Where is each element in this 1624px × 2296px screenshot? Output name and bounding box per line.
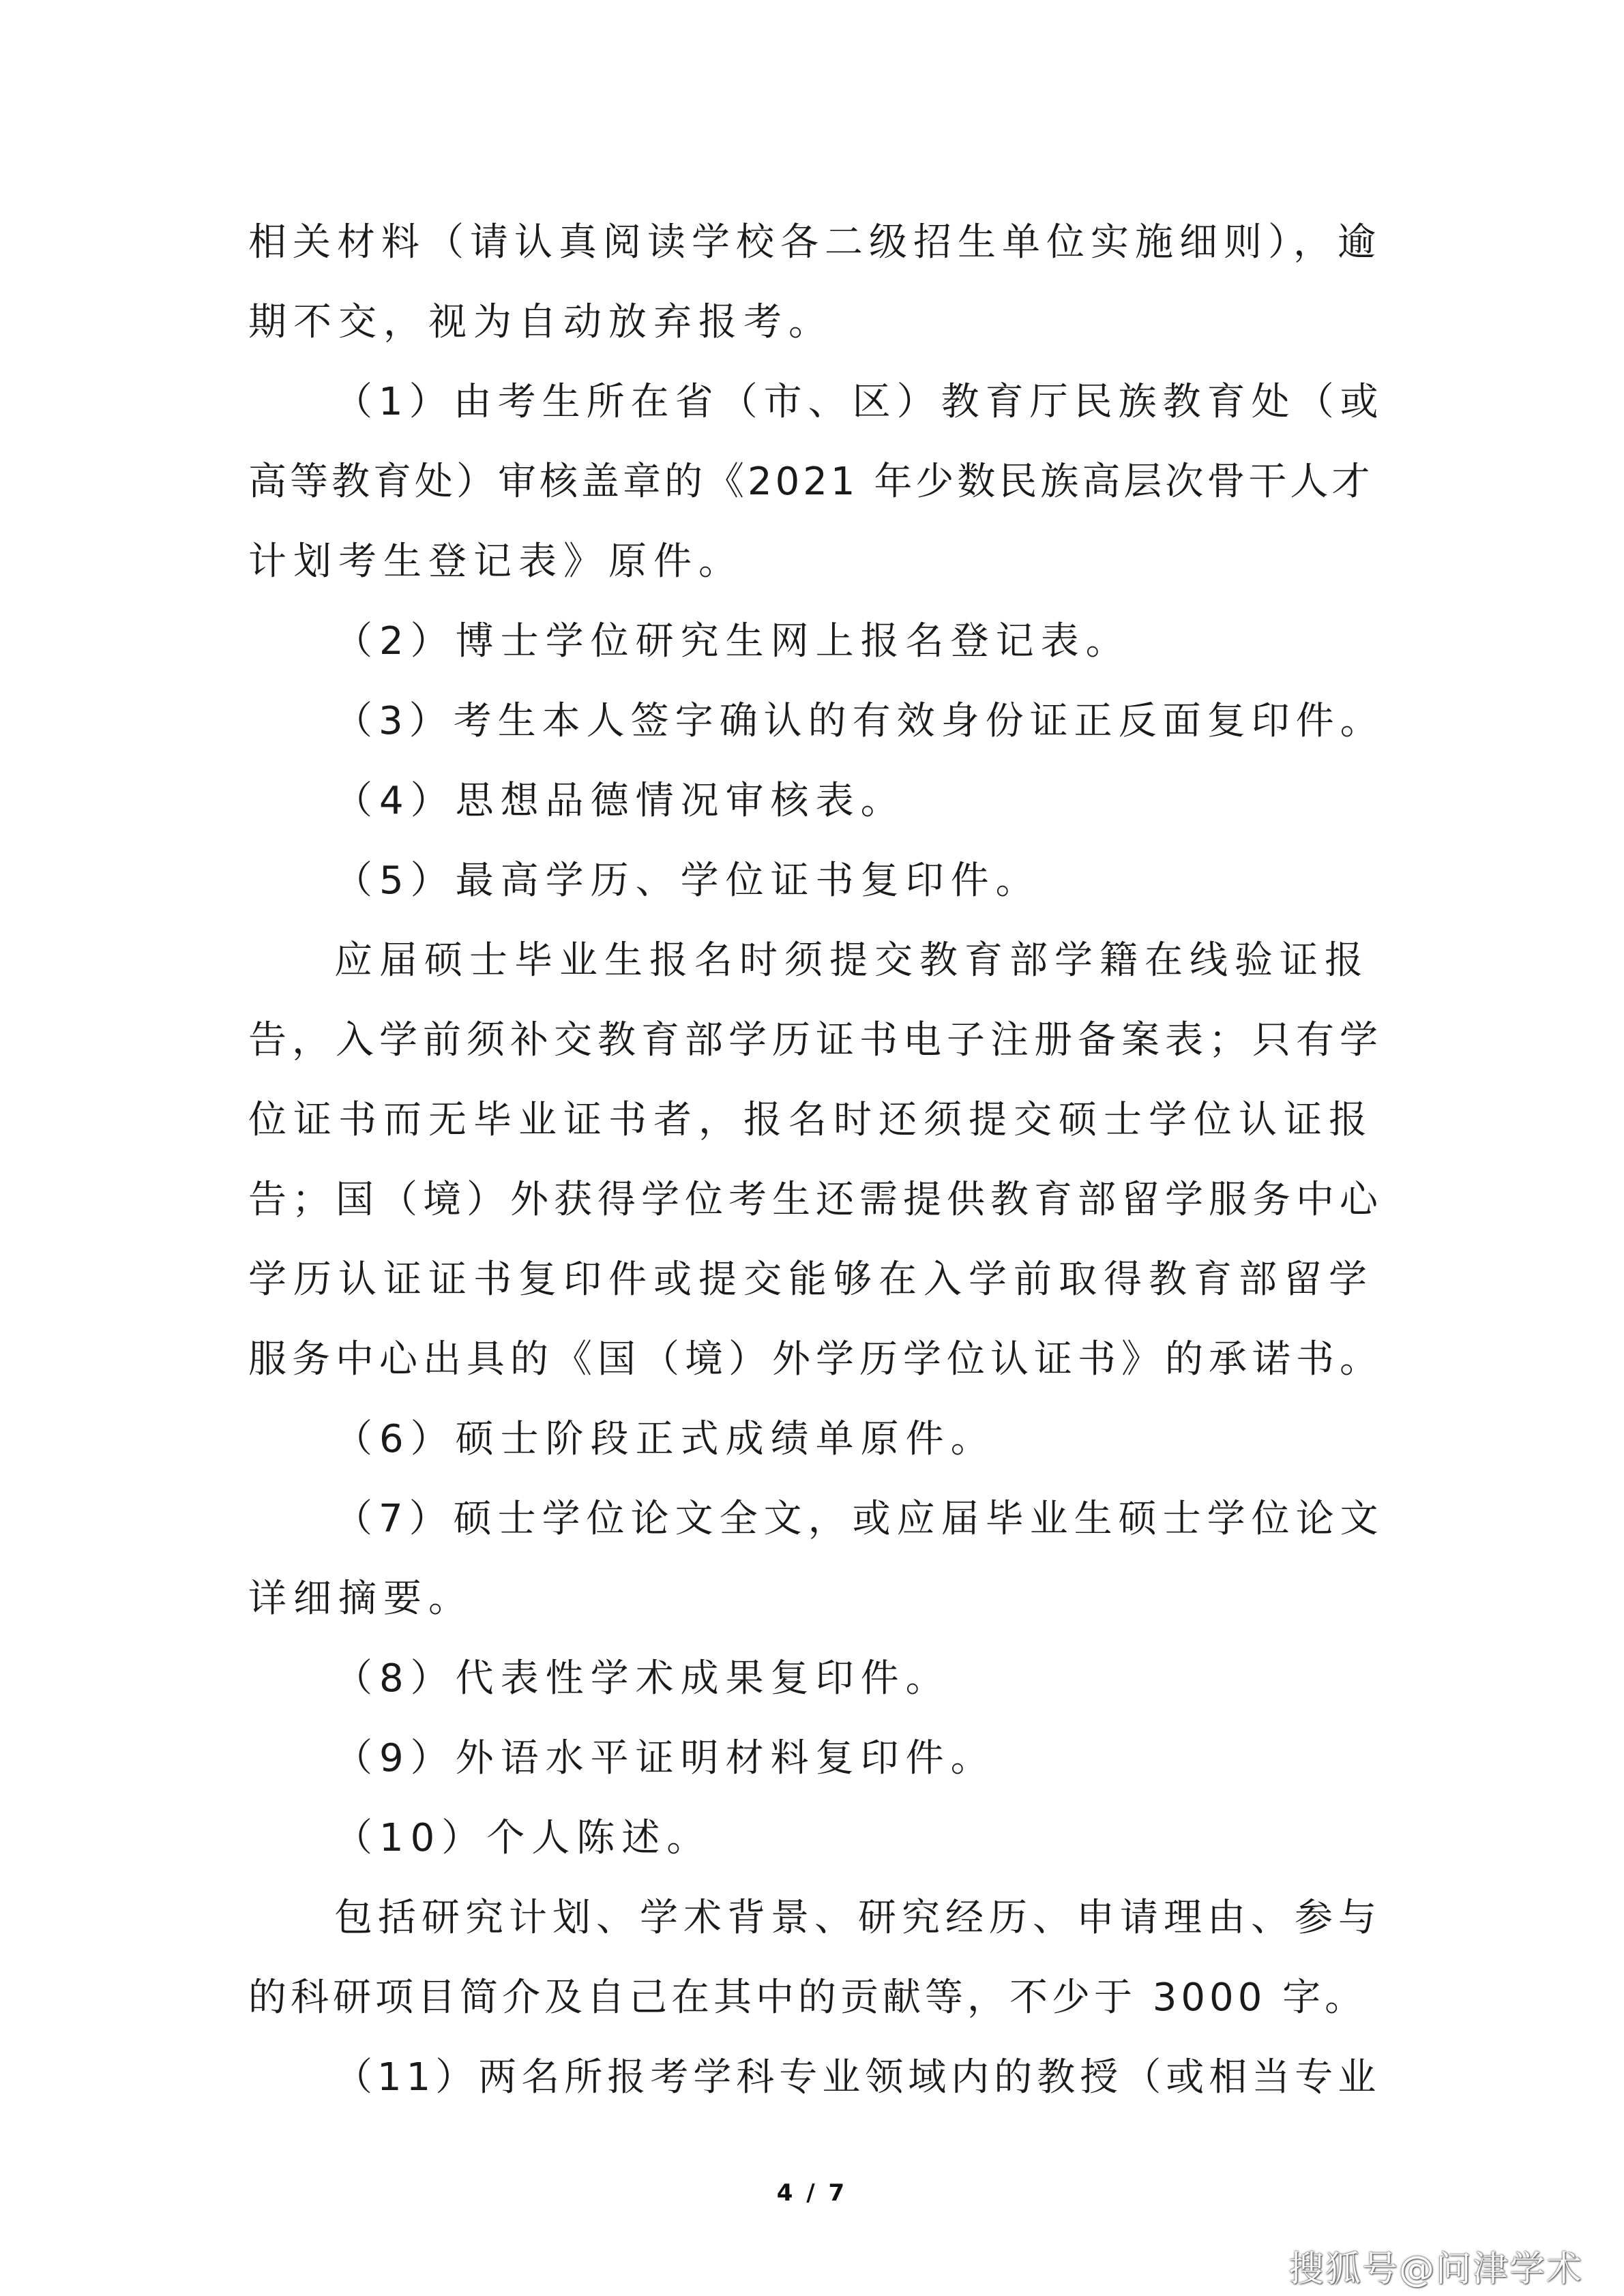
document-page: 相关材料（请认真阅读学校各二级招生单位实施细则），逾 期不交，视为自动放弃报考。 （1）由考生所在省（市、区）教育厅民族教育处（或 高等教育处）审核盖章的《2021 年少数民族高层次骨干人才 计划考生登记表》原件。 （2）博士学位研究生网上报名登记表。 （3）考生本人签字确认的有效身份证正反面复印件。 （4）思想品德情况审核表。 （5）最高学历、学位证书复印件。 应届硕士毕业生报名时须提交教育部学籍在线验证报 告，入学前须补交教育部学历证书电子注册备案表；只有学 位证书而无毕业证书者，报名时还须提交硕士学位认证报 告；国（境）外获得学位考生还需提供教育部留学服务中心 学历认证证书复印件或提交能够在入学前取得教育部留学 服务中心出具的《国（境）外学历学位认证书》的承诺书。 （6）硕士阶段正式成绩单原件。 （7）硕士学位论文全文，或应届毕业生硕士学位论文 详细摘要。 （8）代表性学术成果复印件。 （9）外语水平证明材料复印件。 （10）个人陈述。 包括研究计划、学术背景、研究经历、申请理由、参与 的科研项目简介及自己在其中的贡献等，不少于 3000 字。 （11）两名所报考学科专业领域内的教授（或相当专业 4 / 7 搜狐号@问津学术 — [0, 0, 1624, 2296]
page-number: 4 / 7 — [776, 2179, 848, 2207]
watermark: 搜狐号@问津学术 — [1288, 2249, 1583, 2290]
